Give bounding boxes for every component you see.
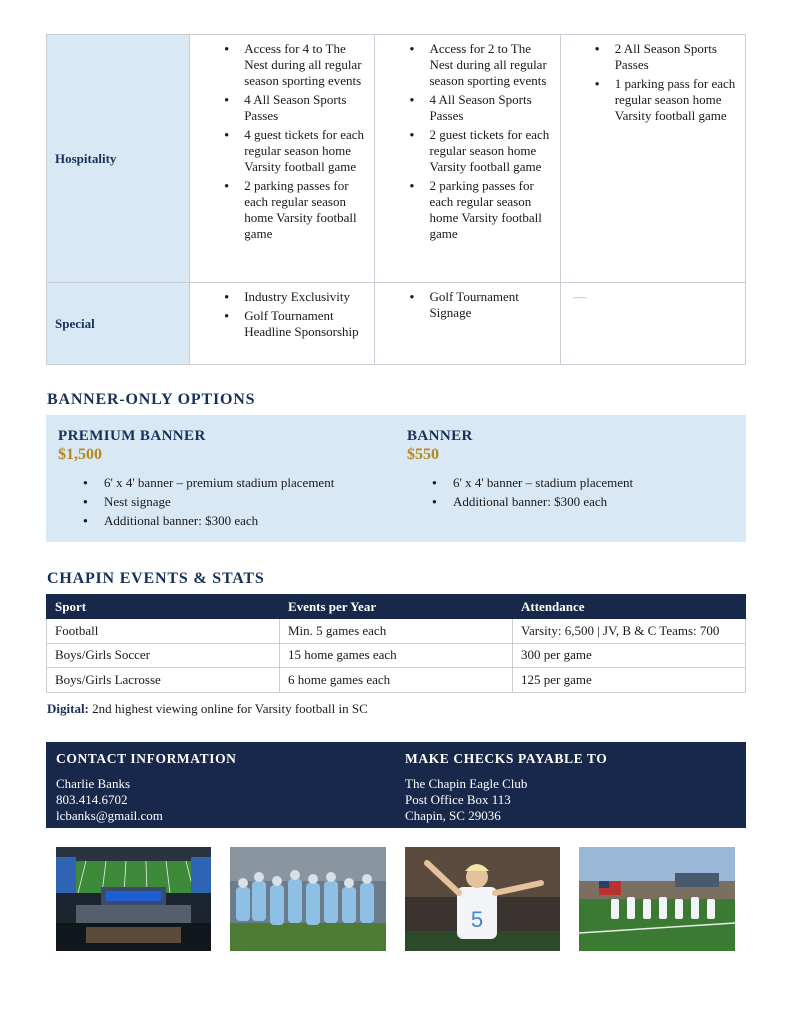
banner-options-heading: BANNER-ONLY OPTIONS <box>47 391 256 408</box>
table-cell: 15 home games each <box>280 643 513 668</box>
contact-title: CONTACT INFORMATION <box>56 751 237 766</box>
special-label: Special <box>47 283 190 365</box>
table-cell: Varsity: 6,500 | JV, B & C Teams: 700 <box>513 619 746 644</box>
contact-phone[interactable]: 803.414.6702 <box>56 792 128 807</box>
benefit-item: ● 4 All Season Sports Passes <box>381 92 551 124</box>
column-header: Events per Year <box>280 595 513 619</box>
benefit-item: ● 4 All Season Sports Passes <box>196 92 366 124</box>
column-header: Attendance <box>513 595 746 619</box>
benefit-item: ● Access for 2 to The Nest during all regular season sporting events <box>381 41 551 89</box>
hospitality-tier-1 <box>190 35 375 283</box>
events-stats-heading: CHAPIN EVENTS & STATS <box>47 570 265 587</box>
banner-options-box <box>46 415 746 542</box>
benefit-item: ● 4 guest tickets for each regular season home Varsity football game <box>196 127 366 175</box>
table-cell: 300 per game <box>513 643 746 668</box>
benefit-item: ● 2 All Season Sports Passes <box>567 41 737 73</box>
digital-note <box>47 701 368 717</box>
table-header-row <box>47 595 746 619</box>
feature-item: ● Nest signage <box>58 492 334 511</box>
digital-label: Digital: <box>47 701 89 716</box>
table-cell: Min. 5 games each <box>280 619 513 644</box>
premium-banner-features <box>58 473 334 530</box>
lacrosse-team-photo <box>230 847 386 951</box>
benefit-item: ● 1 parking pass for each regular season home Varsity football game <box>567 76 737 124</box>
table-row <box>47 668 746 693</box>
premium-banner-price: $1,500 <box>58 446 102 463</box>
standard-banner-price: $550 <box>407 446 439 463</box>
feature-item: ● 6' x 4' banner – stadium placement <box>407 473 633 492</box>
empty-marker: — <box>572 289 586 304</box>
table-cell: Boys/Girls Soccer <box>47 643 280 668</box>
premium-banner-name: PREMIUM BANNER <box>58 428 206 444</box>
checks-org: The Chapin Eagle Club <box>405 776 528 791</box>
table-cell: Football <box>47 619 280 644</box>
contact-email[interactable]: lcbanks@gmail.com <box>56 808 163 823</box>
special-tier-3 <box>560 283 745 365</box>
standard-banner-features <box>407 473 633 511</box>
stadium-photo <box>56 847 211 951</box>
table-cell: Boys/Girls Lacrosse <box>47 668 280 693</box>
hospitality-row <box>47 35 746 283</box>
contact-block <box>46 742 746 828</box>
benefit-item: ● Golf Tournament Headline Sponsorship <box>196 308 366 340</box>
table-row <box>47 643 746 668</box>
benefit-item: ● 2 guest tickets for each regular season home Varsity football game <box>381 127 551 175</box>
standard-banner-name: BANNER <box>407 428 473 444</box>
benefit-item: ● 2 parking passes for each regular season home Varsity football game <box>381 178 551 242</box>
player-celebration-photo <box>405 847 560 951</box>
team-run-out-photo <box>579 847 735 951</box>
hospitality-tier-3 <box>560 35 745 283</box>
standard-banner-option <box>407 427 633 511</box>
svg-text:5: 5 <box>470 907 484 932</box>
benefit-item: ● Industry Exclusivity <box>196 289 366 305</box>
table-cell: 125 per game <box>513 668 746 693</box>
special-row <box>47 283 746 365</box>
events-stats-table <box>46 594 746 693</box>
feature-item: ● Additional banner: $300 each <box>58 511 334 530</box>
benefit-list <box>381 289 551 321</box>
digital-text: 2nd highest viewing online for Varsity football in SC <box>92 701 368 716</box>
sponsorship-tier-table <box>46 34 746 365</box>
benefit-list <box>196 41 366 242</box>
benefit-list <box>381 41 551 242</box>
contact-name: Charlie Banks <box>56 776 131 791</box>
checks-payable-info <box>405 751 607 824</box>
special-tier-1 <box>190 283 375 365</box>
checks-address-line-1: Post Office Box 113 <box>405 792 511 807</box>
hospitality-label: Hospitality <box>47 35 190 283</box>
table-row <box>47 619 746 644</box>
table-cell: 6 home games each <box>280 668 513 693</box>
feature-item: ● Additional banner: $300 each <box>407 492 633 511</box>
benefit-item: ● 2 parking passes for each regular season home Varsity football game <box>196 178 366 242</box>
column-header: Sport <box>47 595 280 619</box>
feature-item: ● 6' x 4' banner – premium stadium placement <box>58 473 334 492</box>
benefit-item: ● Access for 4 to The Nest during all regular season sporting events <box>196 41 366 89</box>
checks-address-line-2: Chapin, SC 29036 <box>405 808 501 823</box>
checks-title: MAKE CHECKS PAYABLE TO <box>405 751 608 766</box>
benefit-list <box>196 289 366 340</box>
benefit-item: ● Golf Tournament Signage <box>381 289 551 321</box>
benefit-list <box>567 41 737 124</box>
special-tier-2 <box>375 283 560 365</box>
contact-info <box>56 751 237 824</box>
hospitality-tier-2 <box>375 35 560 283</box>
premium-banner-option <box>58 427 334 530</box>
